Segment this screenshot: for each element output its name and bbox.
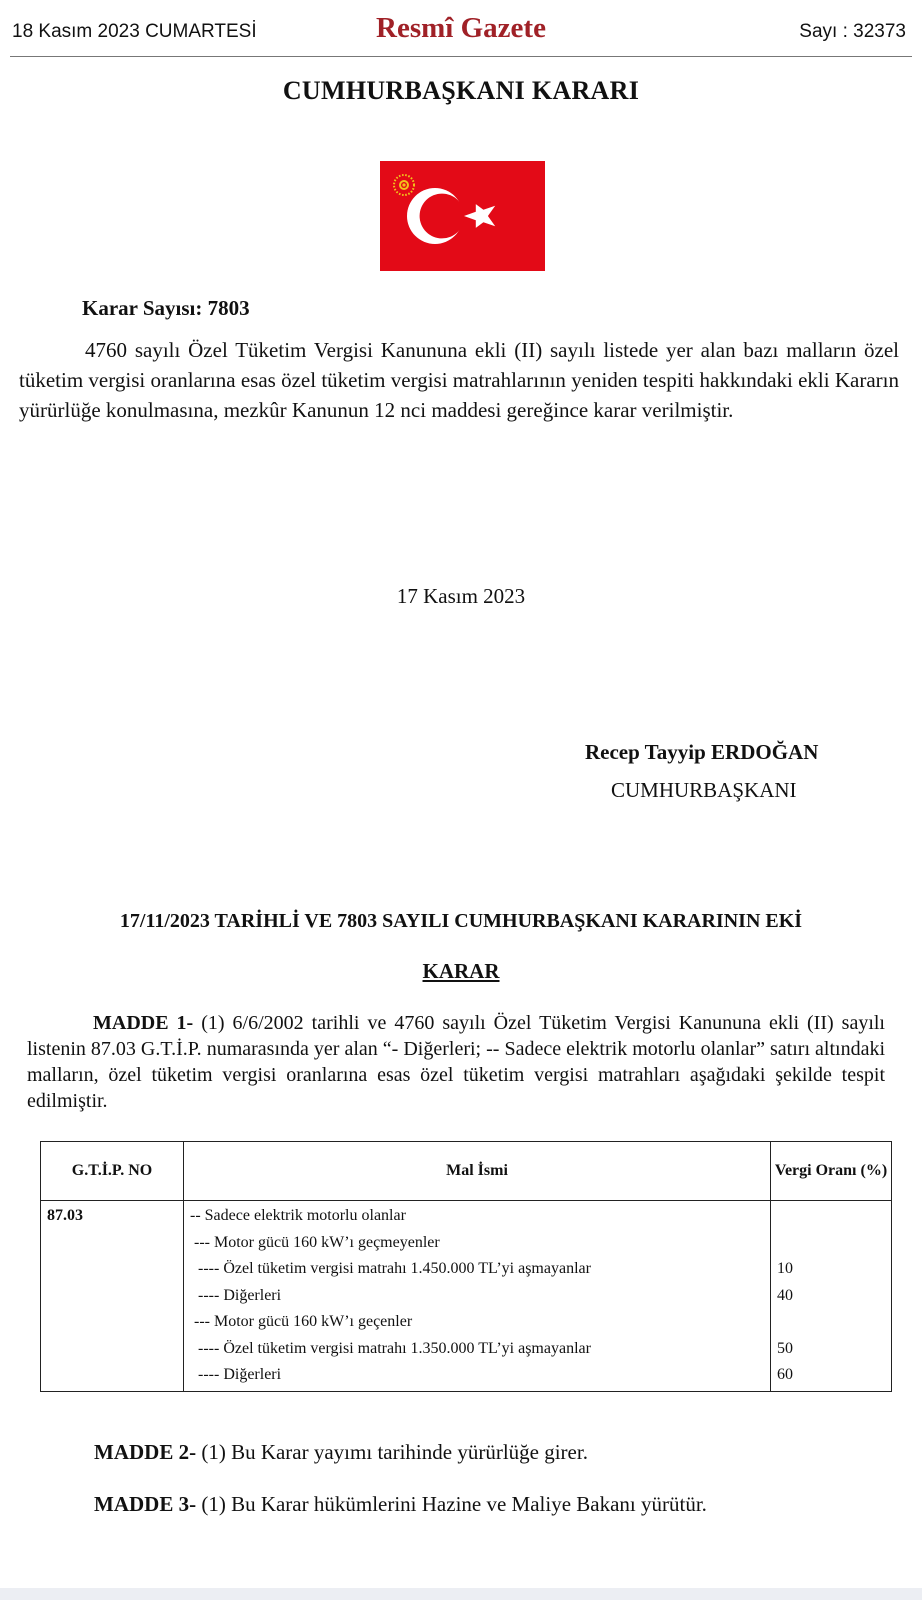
header-divider — [10, 56, 912, 57]
signatory-title: CUMHURBAŞKANI — [611, 778, 797, 802]
article-1 — [27, 1010, 885, 1114]
decision-number: Karar Sayısı: 7803 — [82, 296, 250, 320]
tax-rate-table — [40, 1141, 892, 1392]
gtip-cell — [41, 1201, 184, 1392]
turkish-flag-icon — [380, 161, 545, 271]
article-2-label: MADDE 2- — [94, 1440, 197, 1464]
gazette-issue-number: Sayı : 32373 — [799, 21, 906, 42]
article-3-label: MADDE 3- — [94, 1492, 197, 1516]
rate-value — [777, 1203, 885, 1230]
rate-value — [777, 1309, 885, 1336]
article-2 — [94, 1440, 588, 1465]
article-3-text: (1) Bu Karar hükümlerini Hazine ve Maliye Bakanı yürütür. — [196, 1492, 707, 1516]
annex-title: 17/11/2023 TARİHLİ VE 7803 SAYILI CUMHURBAŞKANI KARARININ EKİ — [119, 910, 803, 932]
goods-line: ---- Özel tüketim vergisi matrahı 1.450.000 TL’yi aşmayanlar — [198, 1260, 591, 1277]
rate-value: 60 — [777, 1366, 793, 1383]
goods-line: ---- Diğerleri — [198, 1286, 282, 1304]
article-1-text: (1) 6/6/2002 tarihli ve 4760 sayılı Özel Tüketim Vergisi Kanununa ekli (II) sayılı listenin 87.03 G.T.İ.P. numarasında yer alan “- Diğerleri; -- Sadece elektrik motorlu olanlar” satırı altındaki malların, özel tüketim vergisi oranlarına esas özel tüketim vergisi matrahları aşağıdaki şekilde tespit edilmiştir. — [27, 1012, 885, 1112]
decision-paragraph: 4760 sayılı Özel Tüketim Vergisi Kanununa ekli (II) sayılı listede yer alan bazı malların özel tüketim vergisi oranlarına esas özel tüketim vergisi matrahlarının yeniden tespiti hakkındaki ekli Kararın yürürlüğe konulmasına, mezkûr Kanunun 12 nci maddesi gereğince karar verilmiştir. — [19, 338, 899, 422]
page-bottom-band — [0, 1588, 922, 1600]
rate-value: 10 — [777, 1260, 793, 1277]
goods-line: -- Sadece elektrik motorlu olanlar — [190, 1207, 406, 1224]
goods-line: --- Motor gücü 160 kW’ı geçenler — [194, 1313, 413, 1330]
goods-line: --- Motor gücü 160 kW’ı geçmeyenler — [194, 1233, 440, 1251]
document-title: CUMHURBAŞKANI KARARI — [282, 76, 640, 105]
table-header-row — [41, 1142, 892, 1201]
karar-heading: KARAR — [422, 959, 500, 983]
signatory-name: Recep Tayyip ERDOĞAN — [585, 740, 819, 764]
rate-value: 50 — [777, 1339, 793, 1357]
decision-date: 17 Kasım 2023 — [396, 584, 526, 608]
rate-value: 40 — [777, 1286, 793, 1304]
tax-rate-cell — [771, 1201, 892, 1392]
article-2-text: (1) Bu Karar yayımı tarihinde yürürlüğe girer. — [196, 1440, 588, 1464]
column-header-gtip: G.T.İ.P. NO — [41, 1142, 184, 1201]
gazette-date: 18 Kasım 2023 CUMARTESİ — [12, 21, 257, 42]
article-3 — [94, 1492, 707, 1517]
rate-value — [777, 1230, 885, 1257]
goods-line: ---- Diğerleri — [198, 1366, 282, 1383]
goods-line: ---- Özel tüketim vergisi matrahı 1.350.000 TL’yi aşmayanlar — [198, 1339, 591, 1357]
gazette-title: Resmî Gazete — [376, 12, 546, 44]
gtip-code: 87.03 — [47, 1207, 83, 1224]
column-header-tax-rate: Vergi Oranı (%) — [771, 1142, 892, 1201]
column-header-goods-name: Mal İsmi — [184, 1142, 771, 1201]
table-row — [41, 1201, 892, 1392]
goods-name-cell — [184, 1201, 771, 1392]
article-1-label: MADDE 1- — [93, 1012, 194, 1034]
